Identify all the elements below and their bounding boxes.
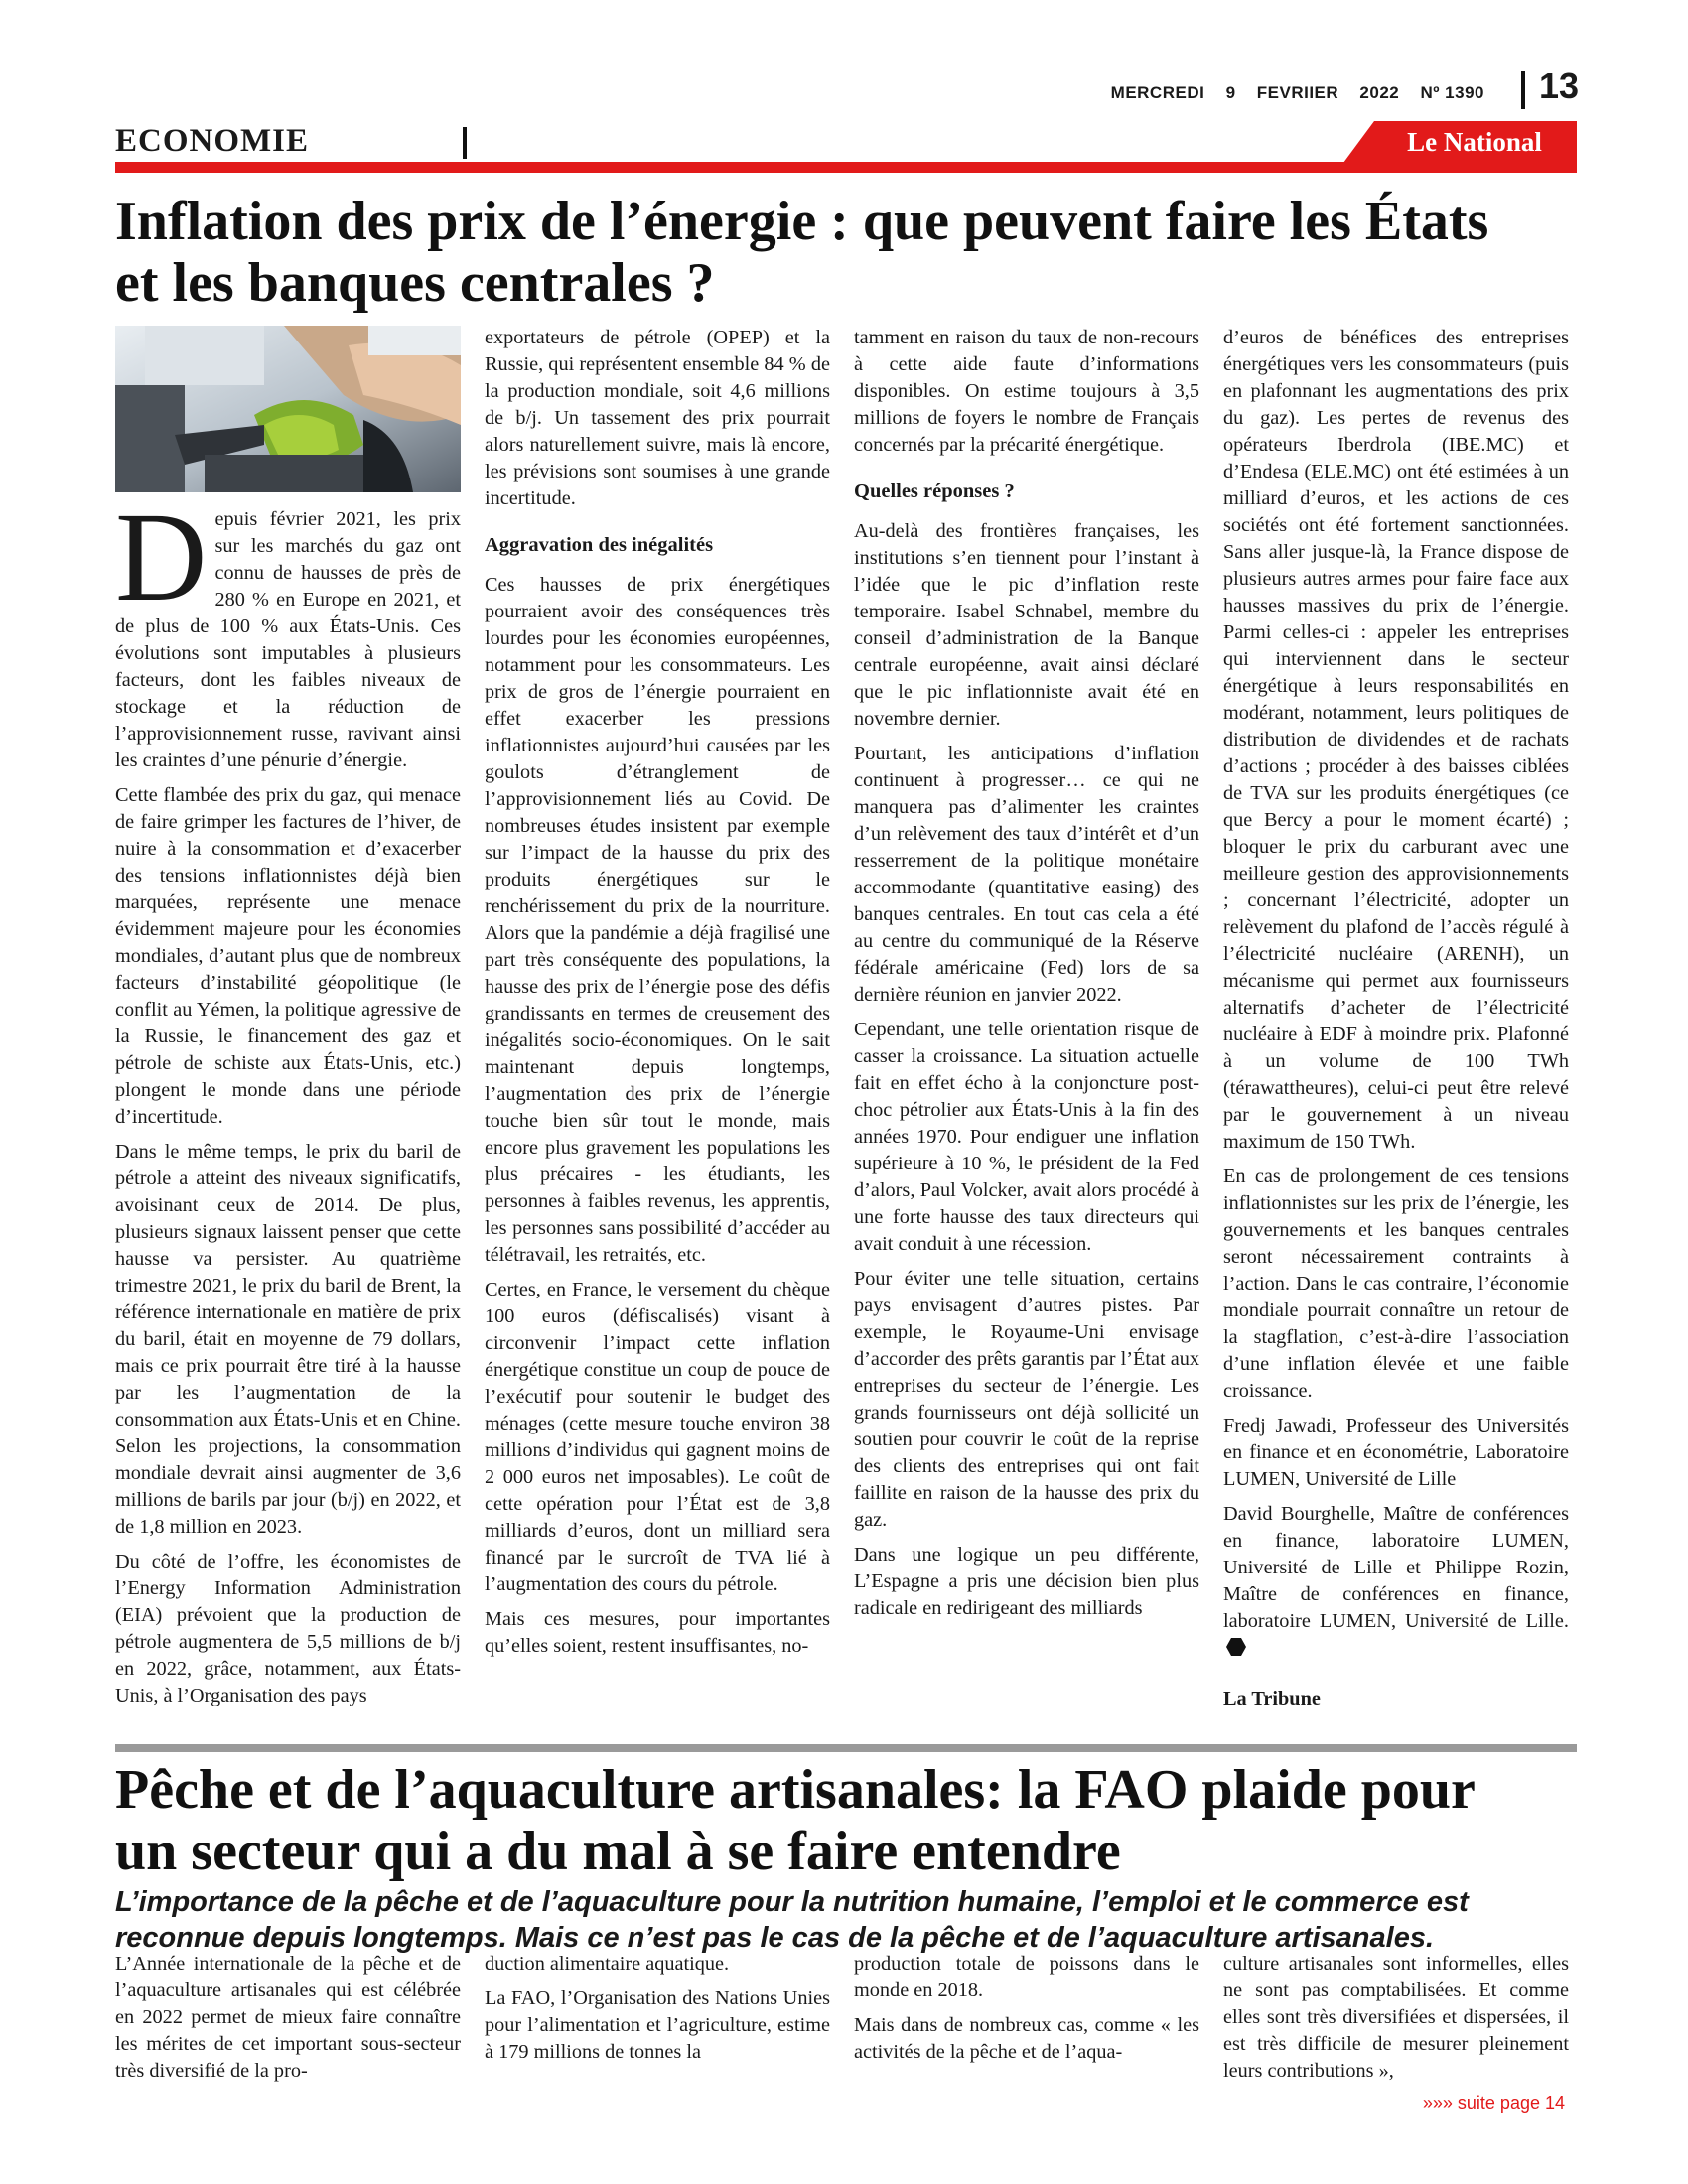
paragraph: Au-delà des frontières françaises, les institutions s’en tiennent pour l’instant à l’idée que le pic d’inflation reste temporaire. Isabel Schnabel, membre du conseil d’administration de la Banque centrale européenne, avait ainsi déclaré que le pic inflationniste avait été en novembre dernier. (854, 520, 1199, 730)
section-label: ECONOMIE (115, 123, 310, 159)
paragraph: culture artisanales sont informelles, elles ne sont pas comptabilisées. Et comme elles sont très diversifiées et dispersées, il est très difficile de mesurer pleinement leurs contributions », (1223, 1953, 1569, 2082)
article-column-2 (485, 1951, 830, 2107)
paragraph: Du côté de l’offre, les économistes de l’Energy Information Administration (EIA) prévoient que la production de pétrole augmentera de 5,5 millions de b/j en 2022, grâce, notamment, aux États-Unis, à l’Organisation des pays (115, 1551, 461, 1706)
article-column-2 (485, 325, 830, 1739)
issue-date (1095, 83, 1484, 103)
page-number: 13 (1539, 66, 1580, 106)
paragraph: Pour éviter une telle situation, certains pays envisagent d’autres pistes. Par exemple, le Royaume-Uni envisage d’accorder des prêts garantis par l’État aux entreprises du secteur de l’énergie. Les grands fournisseurs ont déjà sollicité un soutien pour couvrir le coût de la reprise des clients des entreprises qui ont fait faillite en raison de la hausse des prix du gaz. (854, 1268, 1199, 1531)
paragraph: Cependant, une telle orientation risque de casser la croissance. La situation actuelle fait en effet écho à la conjoncture post-choc pétrolier aux États-Unis à la fin des années 1970. Pour endiguer une inflation supérieure à 10 %, le président de la Fed d’alors, Paul Volcker, avait alors procédé à une forte hausse des taux directeurs qui avait conduit à une récession. (854, 1019, 1199, 1255)
paragraph: Dans le même temps, le prix du baril de pétrole a atteint des niveaux significatifs, avoisinant ceux de 2014. De plus, plusieurs signaux laissent penser que cette hausse va persister. Au quatrième trimestre 2021, le prix du baril de Brent, la référence internationale en matière de prix du baril, était en moyenne de 79 dollars, mais ce prix pourrait être tiré à la hausse par les l’augmentation de la consommation aux États-Unis et en Chine. Selon les projections, la consommation mondiale devrait ainsi augmenter de 3,6 millions de barils par jour (b/j) en 2022, et de 1,8 million en 2023. (115, 1141, 461, 1538)
article-column-3 (854, 1951, 1199, 2107)
end-of-article-icon (1226, 1637, 1246, 1657)
day: 9 (1225, 83, 1236, 102)
paragraph: tamment en raison du taux de non-recours à cette aide faute d’informations disponibles. On estime toujours à 3,5 millions de foyers le nombre de Français concernés par la précarité énergétique. (854, 327, 1199, 456)
section-divider (463, 127, 467, 159)
continued-link[interactable]: »»» suite page 14 (1422, 2093, 1565, 2113)
article-column-4 (1223, 325, 1569, 1739)
article-column-1 (115, 506, 461, 1739)
paragraph: Mais ces mesures, pour importantes qu’elles soient, restent insuffisantes, no- (485, 1608, 830, 1657)
article-standfirst: L’importance de la pêche et de l’aquaculture pour la nutrition humaine, l’emploi et le commerce est reconnue depuis longtemps. Mais ce n’est pas le cas de la pêche et de l’aquaculture artisanales. (115, 1886, 1469, 1954)
paragraph: Certes, en France, le versement du chèque 100 euros (défiscalisés) visant à circonvenir l’impact cette inflation énergétique constitue un coup de pouce de l’exécutif pour soutenir le budget des ménages (cette mesure touche environ 38 millions d’individus qui gagnent moins de 2 000 euros net imposables). Le coût de cette opération pour l’État est de 3,8 milliards d’euros, dont un milliard sera financé par le surcroît de TVA lié à l’augmentation des cours du pétrole. (485, 1279, 830, 1595)
paragraph: La FAO, l’Organisation des Nations Unies pour l’alimentation et l’agriculture, estime à 179 millions de tonnes la (485, 1987, 830, 2063)
page-number-divider (1521, 71, 1525, 109)
paragraph: duction alimentaire aquatique. (485, 1953, 730, 1975)
article-headline: Inflation des prix de l’énergie : que peuvent faire les États et les banques centrales ? (115, 191, 1489, 314)
paragraph: L’Année internationale de la pêche et de l’aquaculture artisanales qui est célébrée en 2022 permet de mieux faire connaître les mérites de cet important sous-secteur très diversifié de la pro- (115, 1953, 461, 2082)
article-column-1 (115, 1951, 461, 2107)
fuel-pump-photo (115, 326, 461, 492)
paragraph: Pourtant, les anticipations d’inflation continuent à progresser… ce qui ne manquera pas d’alimenter les craintes d’un relèvement des taux d’intérêt et d’un resserrement de la politique monétaire accommodante (quantitative easing) des banques centrales. En tout cas cela a été au centre du communiqué de la Réserve fédérale américaine (Fed) lors de sa dernière réunion en janvier 2022. (854, 743, 1199, 1006)
article-separator (115, 1744, 1577, 1752)
paragraph: Mais dans de nombreux cas, comme « les activités de la pêche et de l’aqua- (854, 2014, 1199, 2063)
article-column-4 (1223, 1951, 1569, 2107)
paragraph: exportateurs de pétrole (OPEP) et la Russie, qui représentent ensemble 84 % de la production mondiale, soit 4,6 millions de b/j. Un tassement des prix pourrait alors naturellement suivre, mais là encore, les prévisions sont soumises à une grande incertitude. (485, 327, 830, 509)
paragraph: Dans une logique un peu différente, L’Espagne a pris une décision bien plus radicale en redirigeant des milliards (854, 1544, 1199, 1619)
weekday: MERCREDI (1110, 83, 1205, 102)
author-credit: David Bourghelle, Maître de conférences en finance, laboratoire LUMEN, Université de Lille et Philippe Rozin, Maître de conférences en finance, laboratoire LUMEN, Université de Lille. (1223, 1503, 1569, 1632)
subheading: Quelles réponses ? (854, 480, 1015, 502)
paragraph: Ces hausses de prix énergétiques pourraient avoir des conséquences très lourdes pour les économies européennes, notamment pour les consommateurs. Les prix de gros de l’énergie pourraient en effet exacerber les pressions inflationnistes aujourd’hui causées par les goulots d’étranglement de l’approvisionnement liés au Covid. De nombreuses études insistent par exemple sur l’impact de la hausse du prix des produits énergétiques sur le renchérissement du prix de la nourriture. Alors que la pandémie a déjà fragilisé une part très conséquente des populations, la hausse des prix de l’énergie pose des défis grandissants en termes de creusement des inégalités socio-économiques. On le sait maintenant depuis longtemps, l’augmentation des prix de l’énergie touche bien sûr tout le monde, mais encore plus gravement les populations les plus précaires - les étudiants, les personnes à faibles revenus, les apprentis, les personnes sans possibilité d’accéder au télétravail, les retraités, etc. (485, 574, 830, 1266)
newspaper-brand: Le National (1407, 127, 1542, 157)
paragraph: production totale de poissons dans le monde en 2018. (854, 1953, 1199, 2001)
paragraph: epuis février 2021, les prix sur les marchés du gaz ont connu de hausses de près de 280 % en Europe en 2021, et de plus de 100 % aux États-Unis. Ces évolutions sont imputables à plusieurs facteurs, dont les faibles niveaux de stockage et la réduction de l’approvisionnement russe, ravivant ainsi les craintes d’une pénurie d’énergie. (115, 508, 461, 771)
article-headline: Pêche et de l’aquaculture artisanales: la FAO plaide pour un secteur qui a du mal à se faire entendre (115, 1759, 1475, 1882)
subheading: Aggravation des inégalités (485, 534, 714, 556)
issue-number: Nº 1390 (1420, 83, 1484, 102)
article-column-3 (854, 325, 1199, 1739)
month: FEVRIIER (1256, 83, 1339, 102)
article-source: La Tribune (1223, 1688, 1321, 1709)
paragraph: Cette flambée des prix du gaz, qui menace de faire grimper les factures de l’hiver, de nuire à la consommation et d’exacerber des tensions inflationnistes déjà bien marquées, représente une menace évidemment majeure pour les économies mondiales, d’autant plus que de nombreux facteurs d’instabilité géopolitique (le conflit au Yémen, la politique agressive de la Russie, le financement des gaz et pétrole de schiste aux États-Unis, etc.) plongent le monde dans une période d’incertitude. (115, 784, 461, 1128)
drop-cap: D (115, 506, 208, 627)
paragraph: En cas de prolongement de ces tensions inflationnistes sur les prix de l’énergie, les gouvernements et les banques centrales seront nécessairement contraints à l’action. Dans le cas contraire, l’économie mondiale pourrait connaître un retour de la stagflation, c’est-à-dire l’association d’une inflation élevée et une faible croissance. (1223, 1165, 1569, 1402)
paragraph: d’euros de bénéfices des entreprises énergétiques vers les consommateurs (puis en plafonnant les augmentations des prix du gaz). Les pertes de revenus des opérateurs Iberdrola (IBE.MC) et d’Endesa (ELE.MC) ont été estimées à un milliard d’euros, et les actions de ces sociétés ont été fortement sanctionnées. Sans aller jusque-là, la France dispose de plusieurs autres armes pour faire face aux hausses massives du prix de l’énergie. Parmi celles-ci : appeler les entreprises qui interviennent dans le secteur énergétique à leurs responsabilités en modérant, notamment, leurs politiques de distribution de dividendes et de rachats d’actions ; procéder à des baisses ciblées de TVA sur les produits énergétiques (ce que Bercy a pour le moment écarté) ; bloquer le prix du carburant avec une meilleure gestion des approvisionnements ; concernant l’électricité, adopter un relèvement du plafond de l’accès régulé à l’électricité nucléaire (ARENH), un mécanisme qui permet aux fournisseurs alternatifs d’acheter de l’électricité nucléaire à EDF à moindre prix. Plafonné à un volume de 100 TWh (térawattheures), celui-ci peut être relevé par le gouvernement à un niveau maximum de 150 TWh. (1223, 327, 1569, 1153)
author-credit: Fredj Jawadi, Professeur des Universités en finance et en économétrie, Laboratoire LUMEN, Université de Lille (1223, 1415, 1569, 1490)
year: 2022 (1359, 83, 1400, 102)
